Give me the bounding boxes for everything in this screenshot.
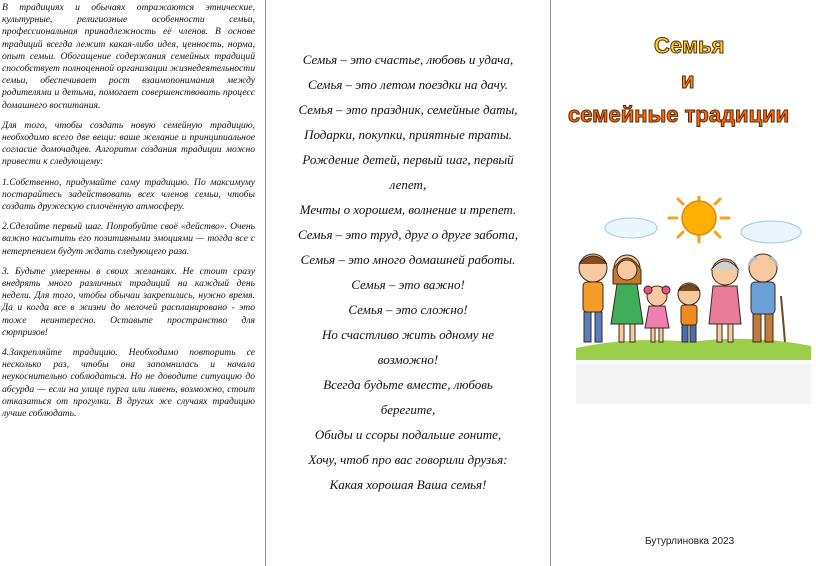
poem-panel — [266, 0, 550, 566]
poem-line: Подарки, покупки, приятные траты. — [304, 127, 512, 142]
poem-line: Обиды и ссоры подальше гоните, — [314, 427, 502, 442]
poem-line: Но счастливо жить одному не — [321, 327, 495, 342]
poem — [266, 47, 550, 497]
poem-line: Рождение детей, первый шаг, первый — [302, 152, 514, 167]
poem-line: Мечты о хорошем, волнение и трепет. — [299, 202, 517, 217]
poem-line: Семья – это сложно! — [348, 302, 468, 317]
boy-figure — [678, 283, 700, 342]
cover-title-traditions: семейные традиции — [568, 102, 790, 127]
family-figures — [579, 254, 785, 342]
poem-line: Семья – это праздник, семейные даты, — [298, 102, 518, 117]
cover-title-family: Семья — [654, 33, 725, 58]
poem-line: Семья – это труд, друг о друге забота, — [298, 227, 518, 242]
cover-footer: Бутурлиновка 2023 — [645, 536, 735, 547]
sun-icon — [669, 196, 729, 242]
paragraph-step-4: 4.Закрепляйте традицию. Необходимо повторить се несколько раз, чтобы она запомнилась и начала неукоснительно соблюдаться. Но не доводите ситуацию до абсурда — если на улице пурга или ливень, возможно, стоит отказаться от прогулки. В других же случаях традицию лучше соблюдать. — [2, 347, 255, 420]
paragraph-step-3: 3. Будьте умеренны в своих желаниях. Не стоит сразу внедрять много различных традиций на каждый день недели. Для того, чтобы обычаи закрепились, нужно время. Да и когда все в жизни до мелочей распланировано - это тоже неинтересно. Оставьте пространство для сюрпризов! — [2, 265, 255, 338]
paragraph-intro: В традициях и обычаях отражаются этнические, культурные, религиозные особенности семьи, профессиональная принадлежность её членов. В основе традиций всегда лежит какая-либо идея, ценность, норма, опыт семьи. Обогащение содержания семейных традиций способствует полноценной организации жизнедеятельности семьи, обеспечивает рост взаимопонимания между родителями и детьми, помогает совершенствовать процесс домашнего воспитания. — [2, 2, 255, 111]
poem-line: возможно! — [377, 352, 439, 367]
poem-line: Семья – это много домашней работы. — [300, 252, 516, 267]
poem-line: Семья – это важно! — [351, 277, 465, 292]
cover-title-and: и — [681, 68, 695, 93]
left-panel — [0, 0, 265, 566]
mom-figure — [611, 255, 643, 342]
poem-line: Всегда будьте вместе, любовь — [323, 377, 493, 392]
poem-line: берегите, — [380, 402, 436, 417]
reflection — [576, 364, 811, 404]
grandma-figure — [709, 259, 741, 342]
paragraph-step-1: 1.Собственно, придумайте саму традицию. По максимуму постарайтесь задействовать всех членов семьи, чтобы создать дружескую сплочённую атмосферу. — [2, 176, 255, 213]
cover-panel — [551, 0, 816, 566]
family-illustration — [571, 196, 816, 411]
girl-figure — [644, 286, 670, 342]
grandpa-figure — [749, 254, 785, 342]
poem-line: Хочу, чтоб про вас говорили друзья: — [308, 452, 508, 467]
poem-line: лепет, — [389, 177, 427, 192]
poem-line: Семья – это летом поездки на дачу. — [307, 77, 509, 92]
paragraph-step-2: 2.Сделайте первый шаг. Попробуйте своё «действо». Очень важно насытить его позитивными эмоциями — тогда все с нетерпением будут ждать следующего раза. — [2, 221, 255, 257]
dad-figure — [579, 254, 607, 342]
paragraph-how-to: Для того, чтобы создать новую семейную традицию, необходимо всего две вещи: ваше желание и принципиальное согласие домочадцев. Алгоритм создания традиции можно привести к следующему: — [2, 119, 255, 168]
poem-line: Семья – это счастье, любовь и удача, — [302, 52, 514, 67]
poem-line: Какая хорошая Ваша семья! — [329, 477, 487, 492]
